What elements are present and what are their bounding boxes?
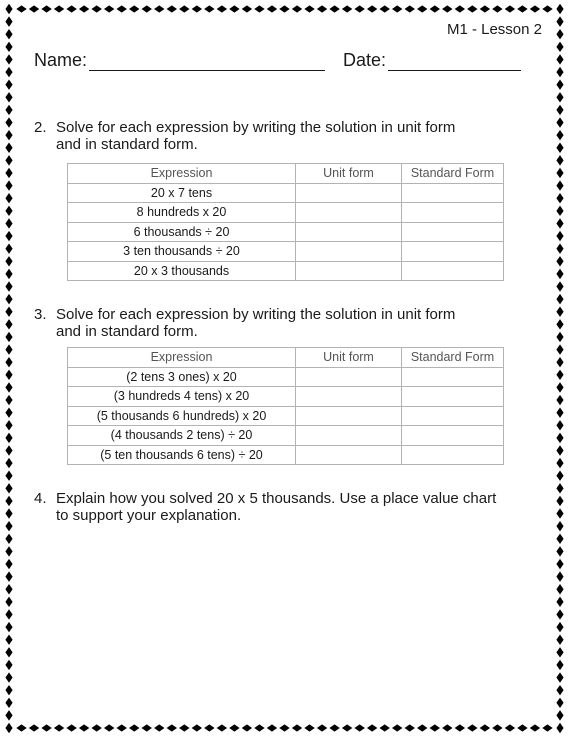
border-diamond (517, 5, 527, 12)
border-diamond (5, 67, 12, 77)
name-blank-line[interactable] (89, 52, 325, 71)
border-diamond (117, 5, 127, 12)
border-diamond (505, 724, 515, 731)
border-diamond (5, 269, 12, 279)
border-diamond (556, 42, 563, 52)
border-diamond (329, 5, 339, 12)
border-diamond (5, 395, 12, 405)
border-diamond (556, 67, 563, 77)
border-diamond (556, 571, 563, 581)
border-diamond (5, 92, 12, 102)
border-diamond (556, 193, 563, 203)
border-diamond (556, 584, 563, 594)
border-diamond (342, 724, 352, 731)
border-diamond (556, 521, 563, 531)
expression-cell: 8 hundreds x 20 (68, 203, 296, 223)
border-diamond (54, 724, 64, 731)
table-row (68, 367, 504, 387)
standard-form-cell[interactable] (402, 242, 504, 262)
unit-form-cell[interactable] (296, 426, 402, 446)
border-diamond (16, 5, 26, 12)
border-diamond (5, 105, 12, 115)
border-diamond (367, 724, 377, 731)
border-diamond (5, 180, 12, 190)
border-diamond (304, 5, 314, 12)
date-label: Date: (343, 50, 387, 70)
border-diamond (556, 54, 563, 64)
border-diamond (442, 724, 452, 731)
table-row (68, 203, 504, 223)
border-diamond (556, 357, 563, 367)
border-diamond (5, 307, 12, 317)
border-diamond (556, 407, 563, 417)
date-blank-line[interactable] (388, 52, 521, 71)
border-diamond (204, 724, 214, 731)
standard-form-cell[interactable] (402, 445, 504, 465)
border-diamond (5, 168, 12, 178)
border-diamond (41, 724, 51, 731)
expression-cell: 20 x 7 tens (68, 183, 296, 203)
border-diamond (129, 5, 139, 12)
border-diamond (229, 724, 239, 731)
lesson-label: M1 - Lesson 2 (446, 21, 542, 38)
border-diamond (5, 433, 12, 443)
border-diamond (556, 382, 563, 392)
table-header-row (68, 164, 504, 184)
answer-table-1 (67, 163, 504, 281)
border-diamond (5, 231, 12, 241)
border-diamond (556, 660, 563, 670)
border-diamond (5, 483, 12, 493)
border-diamond (556, 16, 563, 26)
border-diamond (5, 281, 12, 291)
standard-form-cell[interactable] (402, 183, 504, 203)
border-diamond (91, 724, 101, 731)
border-diamond (154, 5, 164, 12)
table-row (68, 445, 504, 465)
border-diamond (142, 724, 152, 731)
border-diamond (267, 724, 277, 731)
border-diamond (5, 672, 12, 682)
border-diamond (5, 155, 12, 165)
table-row (68, 406, 504, 426)
header-unit-form: Unit form (296, 348, 402, 368)
border-diamond (5, 117, 12, 127)
border-diamond (417, 724, 427, 731)
border-diamond (5, 698, 12, 708)
border-diamond (329, 724, 339, 731)
border-diamond (5, 193, 12, 203)
border-diamond (556, 471, 563, 481)
border-diamond (556, 105, 563, 115)
border-diamond (5, 559, 12, 569)
border-diamond (5, 635, 12, 645)
border-diamond (5, 609, 12, 619)
border-diamond (556, 445, 563, 455)
border-diamond (79, 724, 89, 731)
border-diamond (556, 420, 563, 430)
name-label: Name: (34, 50, 88, 70)
border-diamond (91, 5, 101, 12)
border-diamond (556, 622, 563, 632)
border-diamond (5, 54, 12, 64)
expression-cell: (5 ten thousands 6 tens) ÷ 20 (68, 445, 296, 465)
border-diamond (530, 724, 540, 731)
border-diamond (492, 724, 502, 731)
border-diamond (5, 710, 12, 720)
expression-cell: 3 ten thousands ÷ 20 (68, 242, 296, 262)
border-diamond (556, 609, 563, 619)
border-diamond (556, 243, 563, 253)
border-diamond (556, 180, 563, 190)
border-diamond (79, 5, 89, 12)
standard-form-cell[interactable] (402, 406, 504, 426)
border-diamond (430, 724, 440, 731)
unit-form-cell[interactable] (296, 203, 402, 223)
expression-cell: (5 thousands 6 hundreds) x 20 (68, 406, 296, 426)
border-diamond (254, 5, 264, 12)
border-diamond (556, 319, 563, 329)
border-diamond (455, 5, 465, 12)
header-expression: Expression (68, 164, 296, 184)
table-row (68, 242, 504, 262)
border-diamond (556, 458, 563, 468)
border-diamond (5, 256, 12, 266)
border-diamond (317, 5, 327, 12)
border-diamond (242, 5, 252, 12)
border-diamond (379, 724, 389, 731)
border-diamond (556, 294, 563, 304)
border-diamond (5, 370, 12, 380)
border-diamond (117, 724, 127, 731)
border-diamond (5, 130, 12, 140)
header-standard-form: Standard Form (402, 348, 504, 368)
border-diamond (192, 724, 202, 731)
border-diamond (556, 635, 563, 645)
border-diamond (66, 724, 76, 731)
question-number: 3. (34, 306, 47, 323)
border-diamond (542, 724, 552, 731)
border-diamond (5, 42, 12, 52)
expression-cell: (3 hundreds 4 tens) x 20 (68, 387, 296, 407)
border-diamond (492, 5, 502, 12)
border-diamond (5, 723, 12, 733)
border-diamond (292, 724, 302, 731)
table-row (68, 387, 504, 407)
border-diamond (192, 5, 202, 12)
border-diamond (292, 5, 302, 12)
border-diamond (517, 724, 527, 731)
border-diamond (556, 483, 563, 493)
border-diamond (405, 5, 415, 12)
question-number: 2. (34, 119, 47, 136)
border-diamond (556, 269, 563, 279)
border-diamond (442, 5, 452, 12)
question-text-line-2: and in standard form. (56, 136, 198, 153)
border-diamond (556, 79, 563, 89)
question-text-line-1: Solve for each expression by writing the solution in unit form (56, 306, 456, 323)
border-diamond (5, 243, 12, 253)
question-text-line-2: to support your explanation. (56, 507, 242, 524)
standard-form-cell[interactable] (402, 426, 504, 446)
border-diamond (556, 344, 563, 354)
border-diamond (5, 420, 12, 430)
border-diamond (379, 5, 389, 12)
date-field (343, 50, 521, 71)
border-diamond (5, 382, 12, 392)
unit-form-cell[interactable] (296, 445, 402, 465)
border-diamond (556, 534, 563, 544)
border-diamond (29, 5, 39, 12)
border-diamond (5, 206, 12, 216)
border-diamond (5, 79, 12, 89)
border-diamond (342, 5, 352, 12)
border-diamond (5, 622, 12, 632)
border-diamond (16, 724, 26, 731)
border-diamond (556, 597, 563, 607)
border-diamond (204, 5, 214, 12)
answer-table-2 (67, 347, 504, 465)
border-diamond (354, 5, 364, 12)
border-diamond (104, 5, 114, 12)
expression-cell: (4 thousands 2 tens) ÷ 20 (68, 426, 296, 446)
border-diamond (304, 724, 314, 731)
name-field (34, 50, 325, 71)
border-diamond (405, 724, 415, 731)
border-diamond (5, 660, 12, 670)
border-diamond (5, 458, 12, 468)
border-diamond (5, 16, 12, 26)
border-diamond (556, 332, 563, 342)
border-diamond (5, 357, 12, 367)
standard-form-cell[interactable] (402, 261, 504, 281)
border-diamond (317, 724, 327, 731)
unit-form-cell[interactable] (296, 183, 402, 203)
border-diamond (354, 724, 364, 731)
border-diamond (5, 534, 12, 544)
border-diamond (556, 307, 563, 317)
header-expression: Expression (68, 348, 296, 368)
border-diamond (129, 724, 139, 731)
border-diamond (556, 685, 563, 695)
border-diamond (5, 319, 12, 329)
header-standard-form: Standard Form (402, 164, 504, 184)
border-diamond (556, 723, 563, 733)
border-diamond (556, 4, 563, 14)
border-diamond (279, 724, 289, 731)
unit-form-cell[interactable] (296, 261, 402, 281)
border-diamond (5, 597, 12, 607)
border-diamond (242, 724, 252, 731)
border-diamond (267, 5, 277, 12)
border-diamond (179, 5, 189, 12)
standard-form-cell[interactable] (402, 367, 504, 387)
border-diamond (29, 724, 39, 731)
border-diamond (392, 5, 402, 12)
border-diamond (556, 370, 563, 380)
standard-form-cell[interactable] (402, 387, 504, 407)
border-diamond (5, 571, 12, 581)
border-diamond (556, 698, 563, 708)
border-diamond (542, 5, 552, 12)
border-diamond (179, 724, 189, 731)
border-diamond (455, 724, 465, 731)
expression-cell: 20 x 3 thousands (68, 261, 296, 281)
border-diamond (417, 5, 427, 12)
border-diamond (142, 5, 152, 12)
table-row (68, 261, 504, 281)
border-diamond (556, 559, 563, 569)
border-diamond (5, 584, 12, 594)
border-diamond (5, 4, 12, 14)
table-row (68, 183, 504, 203)
border-diamond (5, 546, 12, 556)
question-text-line-2: and in standard form. (56, 323, 198, 340)
border-diamond (556, 672, 563, 682)
table-row (68, 222, 504, 242)
border-diamond (5, 344, 12, 354)
border-diamond (430, 5, 440, 12)
border-diamond (279, 5, 289, 12)
border-diamond (467, 5, 477, 12)
unit-form-cell[interactable] (296, 367, 402, 387)
border-diamond (5, 407, 12, 417)
border-diamond (480, 724, 490, 731)
border-diamond (530, 5, 540, 12)
border-diamond (367, 5, 377, 12)
unit-form-cell[interactable] (296, 242, 402, 262)
expression-cell: 6 thousands ÷ 20 (68, 222, 296, 242)
border-diamond (217, 724, 227, 731)
question-text-line-1: Solve for each expression by writing the solution in unit form (56, 119, 456, 136)
border-diamond (154, 724, 164, 731)
border-diamond (104, 724, 114, 731)
border-diamond (556, 143, 563, 153)
border-diamond (505, 5, 515, 12)
question-text-line-1: Explain how you solved 20 x 5 thousands. Use a place value chart (56, 490, 497, 507)
border-diamond (5, 29, 12, 39)
border-diamond (66, 5, 76, 12)
border-diamond (167, 5, 177, 12)
border-diamond (467, 724, 477, 731)
border-diamond (556, 710, 563, 720)
question-number: 4. (34, 490, 47, 507)
table-row (68, 426, 504, 446)
border-diamond (54, 5, 64, 12)
border-diamond (556, 395, 563, 405)
border-diamond (41, 5, 51, 12)
border-diamond (217, 5, 227, 12)
border-diamond (556, 496, 563, 506)
border-diamond (556, 117, 563, 127)
border-diamond (556, 168, 563, 178)
border-diamond (5, 332, 12, 342)
border-diamond (556, 29, 563, 39)
expression-cell: (2 tens 3 ones) x 20 (68, 367, 296, 387)
border-diamond (556, 281, 563, 291)
border-diamond (5, 496, 12, 506)
border-diamond (254, 724, 264, 731)
border-diamond (480, 5, 490, 12)
border-diamond (5, 647, 12, 657)
border-diamond (5, 294, 12, 304)
border-diamond (556, 256, 563, 266)
border-diamond (556, 218, 563, 228)
border-diamond (556, 433, 563, 443)
border-diamond (556, 130, 563, 140)
standard-form-cell[interactable] (402, 203, 504, 223)
border-diamond (5, 143, 12, 153)
border-diamond (5, 521, 12, 531)
border-diamond (167, 724, 177, 731)
border-diamond (556, 92, 563, 102)
border-diamond (5, 685, 12, 695)
border-diamond (556, 647, 563, 657)
border-diamond (5, 445, 12, 455)
border-diamond (229, 5, 239, 12)
standard-form-cell[interactable] (402, 222, 504, 242)
border-diamond (5, 218, 12, 228)
border-diamond (556, 508, 563, 518)
border-diamond (556, 155, 563, 165)
border-diamond (5, 508, 12, 518)
table-header-row (68, 348, 504, 368)
border-diamond (556, 231, 563, 241)
unit-form-cell[interactable] (296, 406, 402, 426)
header-unit-form: Unit form (296, 164, 402, 184)
border-diamond (556, 206, 563, 216)
unit-form-cell[interactable] (296, 387, 402, 407)
border-diamond (5, 471, 12, 481)
border-diamond (556, 546, 563, 556)
unit-form-cell[interactable] (296, 222, 402, 242)
border-diamond (392, 724, 402, 731)
